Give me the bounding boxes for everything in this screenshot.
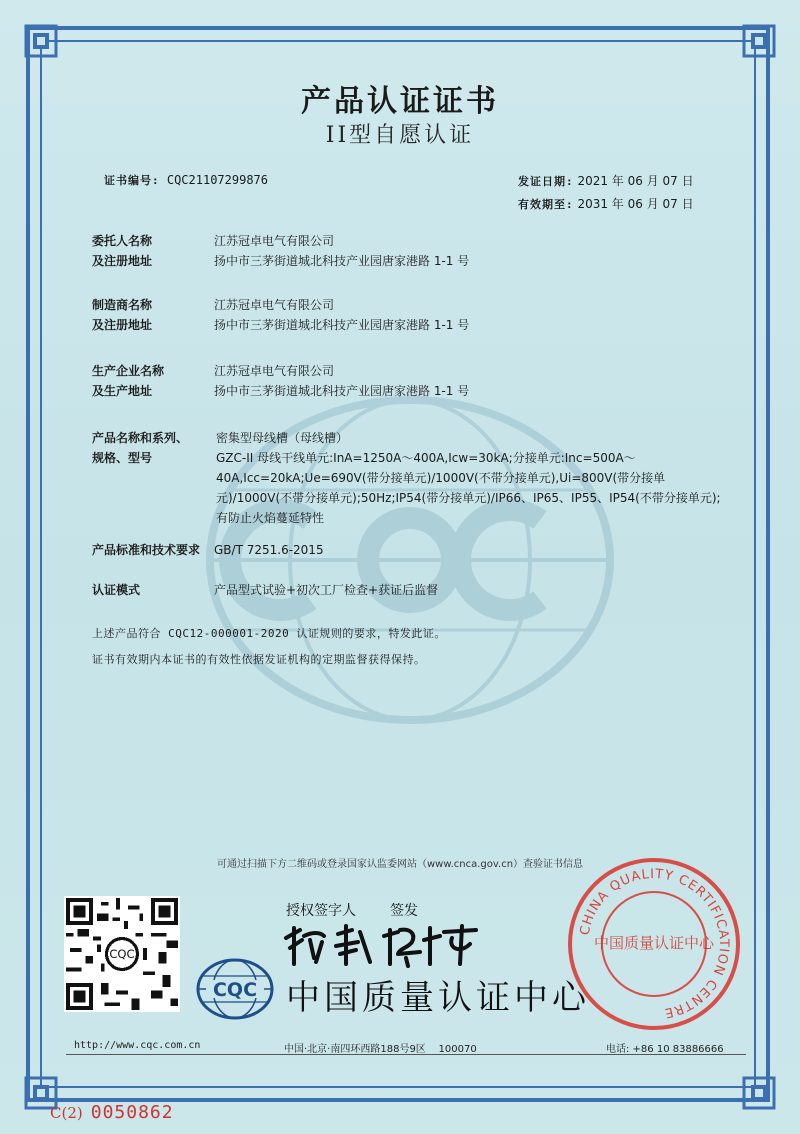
serial-number	[50, 1102, 174, 1123]
cert-number-label: 证书编号:	[104, 174, 160, 187]
footer-url[interactable]: http://www.cqc.com.cn	[74, 1040, 201, 1051]
issuing-organization: 中国质量认证中心	[286, 978, 590, 1018]
issued-label: 签发	[390, 903, 418, 919]
cert-dates	[518, 170, 694, 216]
cert-number-value: CQC21107299876	[166, 173, 269, 187]
statement-compliance: 上述产品符合 CQC12-000001-2020 认证规则的要求，特发此证。	[92, 627, 446, 640]
footer-address: 中国·北京·南四环西路188号9区 100070	[284, 1044, 477, 1055]
product-label	[92, 428, 212, 468]
valid-date-label: 有效期至:	[518, 198, 574, 211]
qr-code[interactable]	[64, 896, 180, 1012]
corner-ornament-icon	[742, 24, 776, 58]
seal-ring-text: CHINA QUALITY CERTIFICATION CENTRE	[577, 866, 732, 1021]
manufacturer-name: 江苏冠卓电气有限公司	[214, 298, 335, 312]
manufacturer-name-label: 制造商名称	[92, 298, 153, 312]
product-label-line: 产品名称和系列、	[92, 431, 189, 445]
factory-address: 扬中市三茅街道城北科技产业园唐家港路 1-1 号	[214, 384, 470, 398]
seal-inner-text: 中国质量认证中心	[593, 934, 715, 952]
factory-name-label: 生产企业名称	[92, 364, 165, 378]
product-line: GZC-II 母线干线单元:InA=1250A～400A,Icw=30kA;分接单元:Inc=500A～	[216, 451, 636, 465]
qr-code-icon	[66, 898, 178, 1010]
standard-section	[92, 540, 734, 560]
product-line: 有防止火焰蔓延特性	[216, 511, 325, 525]
product-line: 元)/1000V(不带分接单元);50Hz;IP54(带分接单元)/IP66、IP65、IP55、IP54(不带分接单元);	[216, 491, 721, 505]
authorized-signatory-label: 授权签字人	[286, 903, 356, 919]
serial-prefix: C(2)	[50, 1104, 83, 1122]
page-title: 产品认证证书	[301, 84, 499, 119]
factory-addr-label: 及生产地址	[92, 384, 153, 398]
client-section	[92, 231, 734, 271]
standard-label: 产品标准和技术要求	[92, 543, 201, 557]
signature-labels	[286, 900, 452, 920]
client-address: 扬中市三茅街道城北科技产业园唐家港路 1-1 号	[214, 254, 470, 268]
mode-label: 认证模式	[92, 583, 141, 597]
standard-value: GB/T 7251.6-2015	[214, 543, 324, 557]
handwritten-signature	[280, 918, 490, 968]
verification-note: 可通过扫描下方二维码或登录国家认监委网站（www.cnca.gov.cn）查验证书信息	[216, 859, 584, 870]
cqc-logo-icon	[196, 958, 274, 1020]
mode-section	[92, 580, 734, 600]
factory-section	[92, 361, 734, 401]
manufacturer-addr-label: 及注册地址	[92, 318, 153, 332]
client-name: 江苏冠卓电气有限公司	[214, 234, 335, 248]
product-label-line: 规格、型号	[92, 451, 153, 465]
client-name-label: 委托人名称	[92, 234, 153, 248]
svg-text:CQC: CQC	[109, 947, 135, 962]
mode-value: 产品型式试验+初次工厂检查+获证后监督	[214, 583, 439, 597]
product-line: 密集型母线槽（母线槽）	[216, 431, 349, 445]
issue-date-value: 2021 年 06 月 07 日	[577, 174, 694, 188]
statement-validity: 证书有效期内本证书的有效性依据发证机构的定期监督获得保持。	[92, 653, 426, 666]
client-addr-label: 及注册地址	[92, 254, 153, 268]
corner-ornament-icon	[24, 24, 58, 58]
certification-type: II型自愿认证	[325, 123, 475, 148]
valid-date-value: 2031 年 06 月 07 日	[577, 197, 694, 211]
product-line: 40A,Icc=20kA;Ue=690V(带分接单元)/1000V(不带分接单元),Ui=800V(带分接单	[216, 471, 666, 485]
official-seal-icon	[566, 856, 742, 1032]
footer-divider	[66, 1054, 746, 1055]
cert-number	[104, 172, 268, 188]
manufacturer-section	[92, 295, 734, 335]
footer-phone: 电话: +86 10 83886666	[606, 1044, 724, 1055]
factory-name: 江苏冠卓电气有限公司	[214, 364, 335, 378]
issue-date-label: 发证日期:	[518, 175, 574, 188]
serial-value: 0050862	[90, 1102, 174, 1123]
product-description	[216, 428, 736, 528]
corner-ornament-icon	[742, 1076, 776, 1110]
logo-text: CQC	[212, 979, 258, 1001]
manufacturer-address: 扬中市三茅街道城北科技产业园唐家港路 1-1 号	[214, 318, 470, 332]
